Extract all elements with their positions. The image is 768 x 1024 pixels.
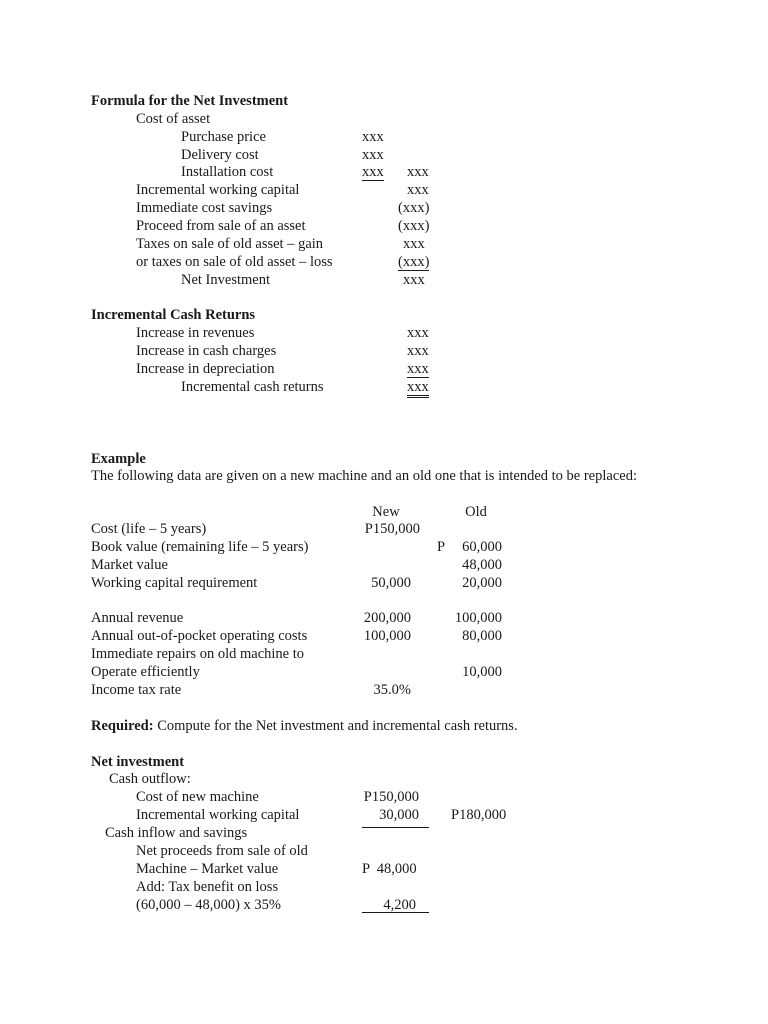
example-row-new: 35.0%: [373, 682, 411, 698]
outflow-row-amount: P150,000: [363, 789, 419, 805]
example-row-label: Book value (remaining life – 5 years): [91, 539, 309, 555]
outflow-row-label: Cost of new machine: [136, 789, 259, 805]
example-row-old: 48,000: [462, 557, 502, 573]
outflow-total: P180,000: [451, 807, 507, 823]
outflow-row-amount: 30,000: [379, 807, 419, 823]
formula-row-col2: (xxx): [398, 200, 430, 216]
example-row-old: 80,000: [462, 628, 502, 644]
example-row-new: 50,000: [371, 575, 411, 591]
cash-returns-row-label: Increase in revenues: [136, 325, 255, 341]
cash-returns-row-label: Increase in cash charges: [136, 343, 277, 359]
net-investment-total-value: xxx: [403, 272, 425, 288]
formula-row-label: Immediate cost savings: [136, 200, 273, 216]
inflow-row-label: Machine – Market value: [136, 861, 279, 877]
formula-row-label: Purchase price: [181, 129, 266, 145]
cash-returns-row-value: xxx: [407, 343, 429, 359]
formula-row-col1: xxx: [362, 147, 384, 163]
column-header-new: New: [372, 504, 400, 520]
inflow-row-amount: 4,200: [383, 897, 416, 913]
outflow-row-label: Incremental working capital: [136, 807, 300, 823]
outflow-subtotal-rule: [362, 827, 429, 828]
inflow-row-label: Net proceeds from sale of old: [136, 843, 308, 859]
required-label: Required:: [91, 718, 154, 734]
formula-row-label: Installation cost: [181, 164, 274, 180]
example-row-label: Annual revenue: [91, 610, 184, 626]
formula-row-label: or taxes on sale of old asset – loss: [136, 254, 333, 270]
formula-row-label: Taxes on sale of old asset – gain: [136, 236, 324, 252]
example-row-new: 100,000: [363, 628, 411, 644]
net-investment-title: Net investment: [91, 754, 185, 770]
cash-returns-row-value: xxx: [407, 361, 429, 377]
formula-row-col2: (xxx): [398, 254, 430, 270]
example-row-label: Immediate repairs on old machine to: [91, 646, 304, 662]
example-row-label: Operate efficiently: [91, 664, 200, 680]
example-row-label: Annual out-of-pocket operating costs: [91, 628, 308, 644]
inflow-row-amount: P 48,000: [362, 861, 417, 877]
example-row-label: Income tax rate: [91, 682, 182, 698]
formula-row-col2: xxx: [407, 164, 429, 180]
cash-returns-row-label: Increase in depreciation: [136, 361, 275, 377]
inflow-row-label: (60,000 – 48,000) x 35%: [136, 897, 281, 913]
example-row-new: P150,000: [364, 521, 420, 537]
example-row-old: 100,000: [454, 610, 502, 626]
cash-returns-row-value: xxx: [407, 325, 429, 341]
required-statement: [91, 718, 518, 735]
cash-inflow-label: Cash inflow and savings: [105, 825, 248, 841]
example-row-old: 60,000: [462, 539, 502, 555]
cost-of-asset-label: Cost of asset: [136, 111, 211, 127]
cash-returns-total-value: xxx: [407, 380, 429, 398]
inflow-row-label: Add: Tax benefit on loss: [136, 879, 279, 895]
example-row-label: Working capital requirement: [91, 575, 258, 591]
example-row-old-prefix: P: [437, 539, 446, 555]
example-row-label: Market value: [91, 557, 168, 573]
formula-row-col2: (xxx): [398, 218, 430, 234]
formula-row-label: Delivery cost: [181, 147, 259, 163]
formula-row-col1: xxx: [362, 164, 384, 180]
example-row-old: 20,000: [462, 575, 502, 591]
column-header-old: Old: [465, 504, 487, 520]
example-row-label: Cost (life – 5 years): [91, 521, 207, 537]
formula-row-label: Incremental working capital: [136, 182, 300, 198]
formula-title: Formula for the Net Investment: [91, 93, 289, 109]
required-text: Compute for the Net investment and incremental cash returns.: [153, 718, 518, 734]
example-row-old: 10,000: [462, 664, 502, 680]
inflow-subtotal-rule: [362, 912, 429, 913]
example-row-new: 200,000: [363, 610, 411, 626]
formula-row-col2: xxx: [403, 236, 425, 252]
example-title: Example: [91, 451, 146, 467]
formula-row-col1: xxx: [362, 129, 384, 145]
example-intro: The following data are given on a new machine and an old one that is intended to be replaced:: [91, 468, 637, 484]
cash-returns-title: Incremental Cash Returns: [91, 307, 256, 323]
cash-outflow-label: Cash outflow:: [109, 771, 191, 787]
net-investment-total-label: Net Investment: [181, 272, 270, 288]
cash-returns-total-label: Incremental cash returns: [181, 379, 324, 395]
formula-row-col2: xxx: [407, 182, 429, 198]
formula-row-label: Proceed from sale of an asset: [136, 218, 306, 234]
